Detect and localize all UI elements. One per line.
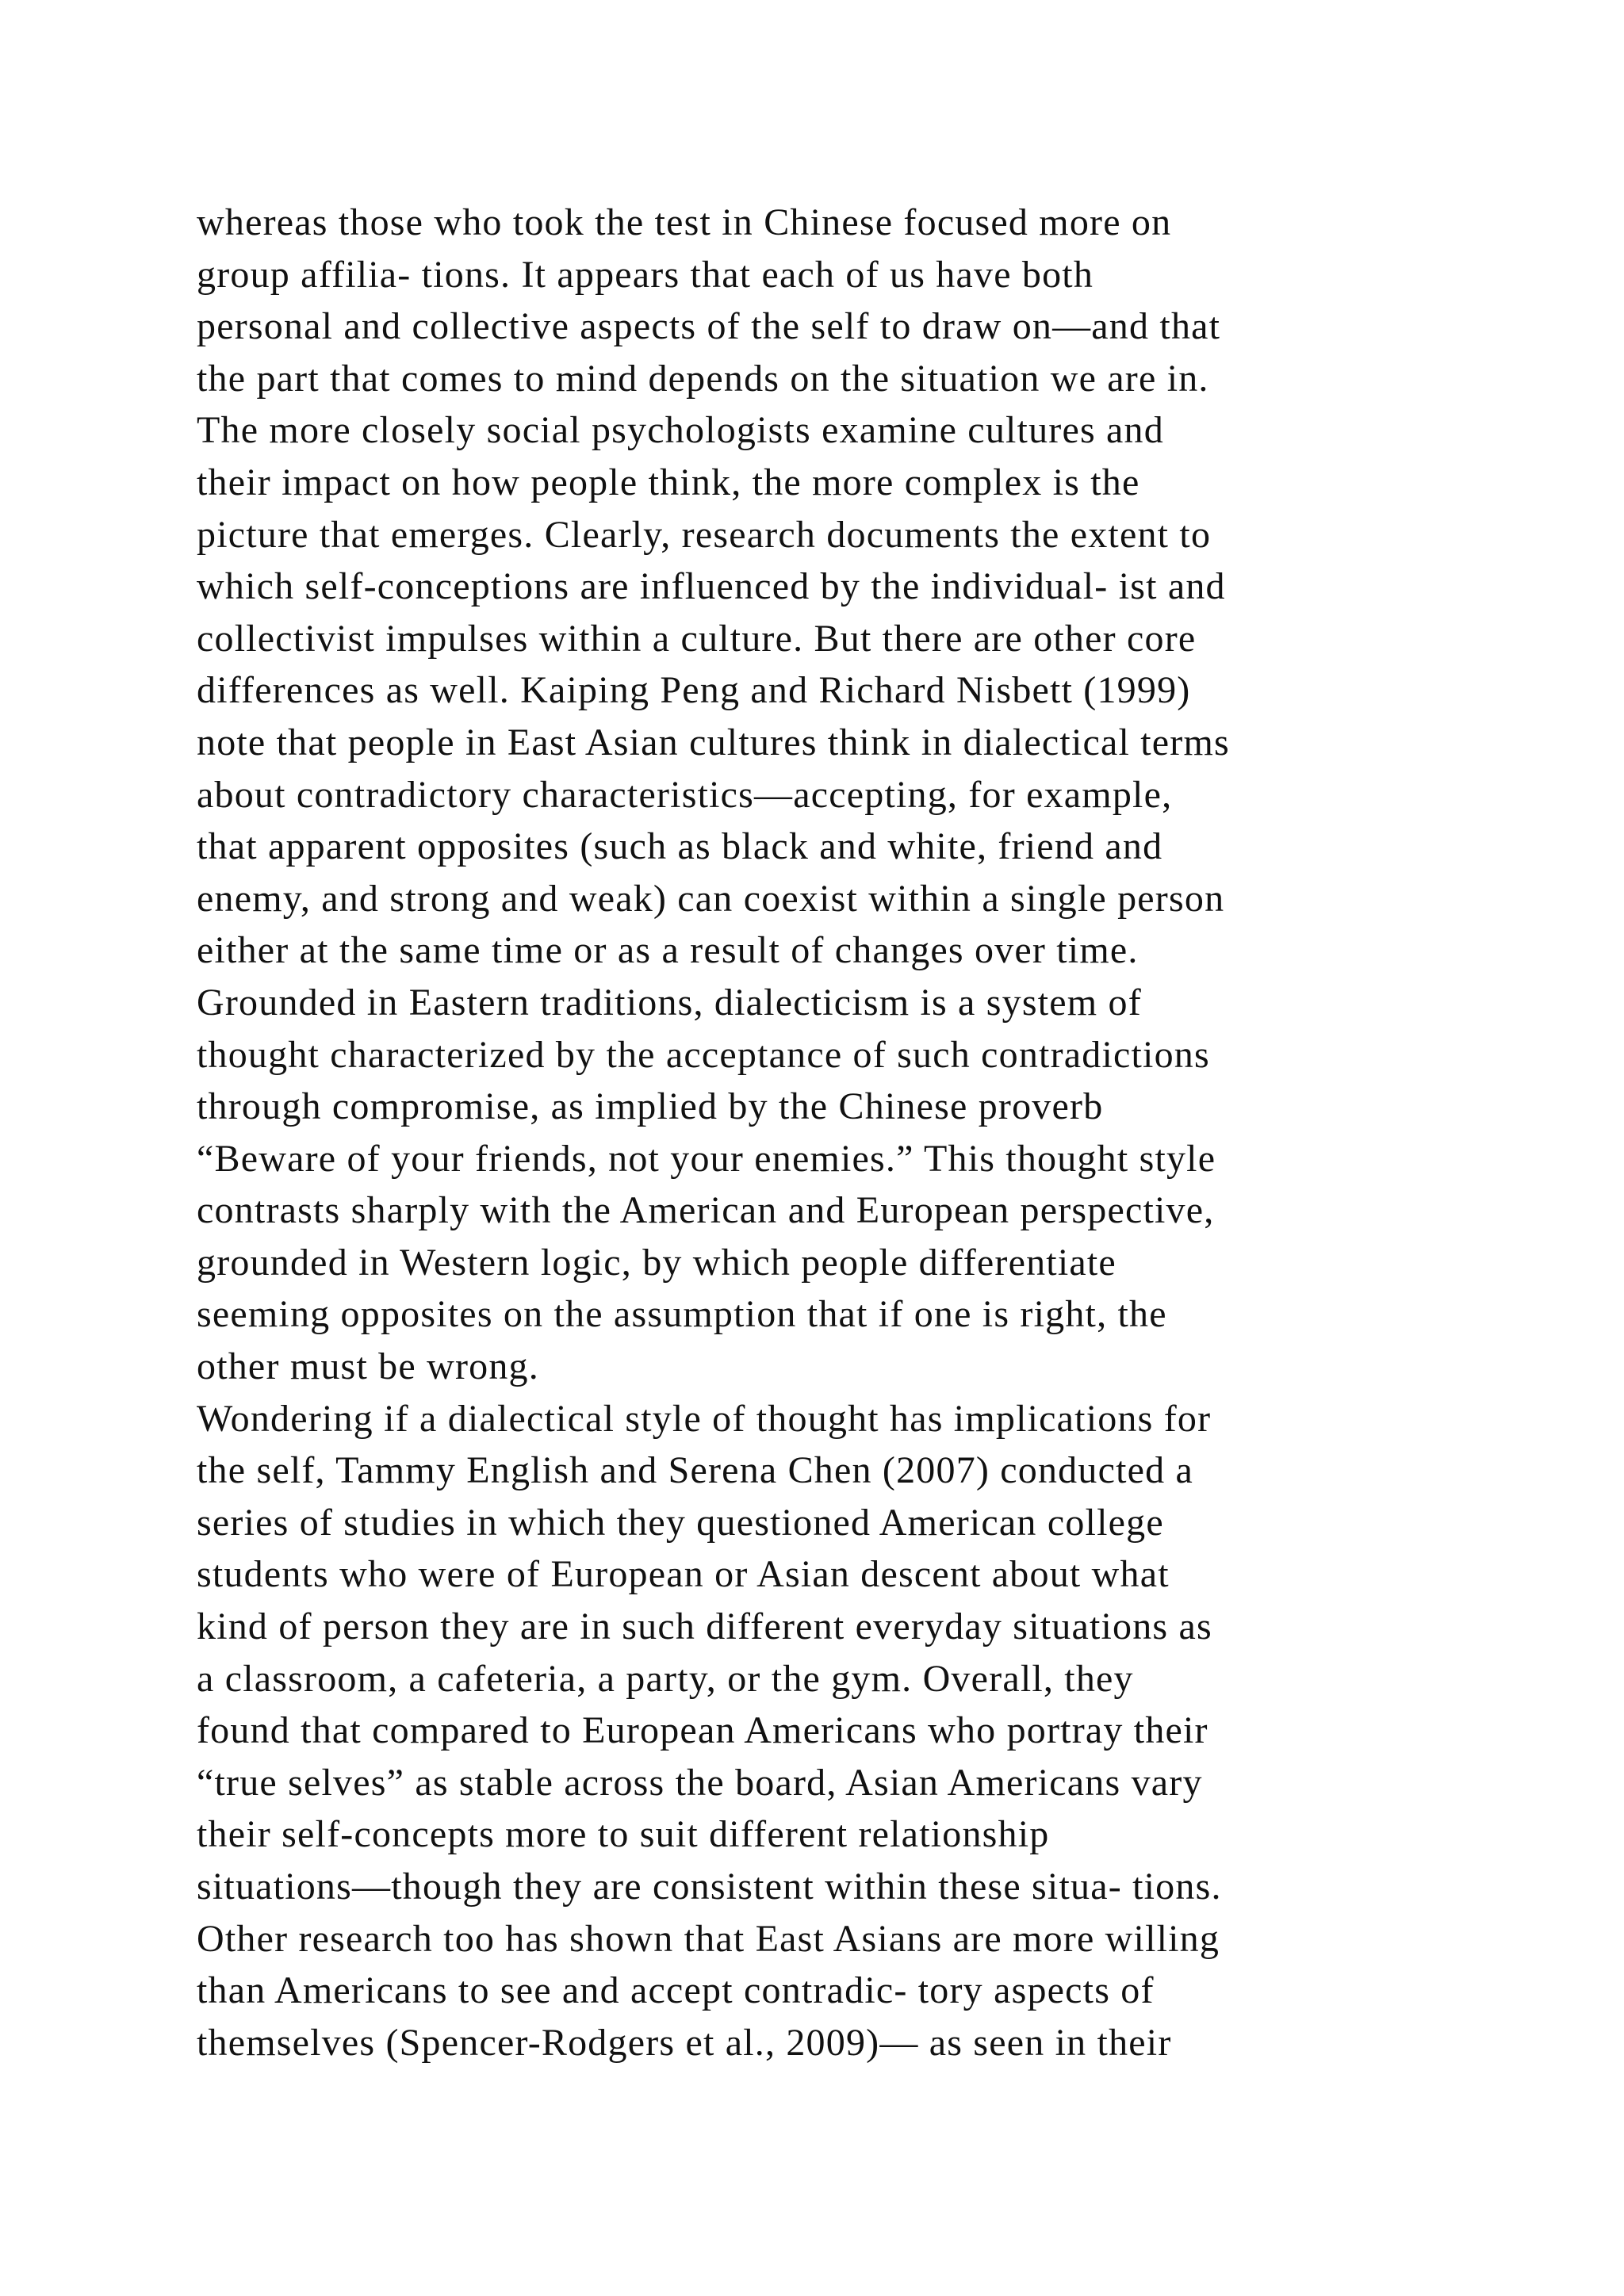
text-line: their self-concepts more to suit different relationship <box>197 1813 1050 1856</box>
text-line: which self-conceptions are influenced by the individual- ist and <box>197 565 1226 608</box>
text-line: the part that comes to mind depends on the situation we are in. <box>197 357 1209 400</box>
text-line: the self, Tammy English and Serena Chen (2007) conducted a <box>197 1449 1194 1492</box>
text-line: themselves (Spencer-Rodgers et al., 2009)— as seen in their <box>197 2021 1172 2064</box>
text-line: grounded in Western logic, by which people differentiate <box>197 1241 1116 1284</box>
text-line: that apparent opposites (such as black and white, friend and <box>197 825 1163 868</box>
text-line: group affilia- tions. It appears that each of us have both <box>197 253 1094 296</box>
text-line: collectivist impulses within a culture. But there are other core <box>197 617 1197 660</box>
text-line: differences as well. Kaiping Peng and Richard Nisbett (1999) <box>197 669 1191 712</box>
text-line: students who were of European or Asian descent about what <box>197 1553 1170 1596</box>
text-line: their impact on how people think, the more complex is the <box>197 461 1140 503</box>
text-line: Wondering if a dialectical style of thought has implications for <box>197 1397 1212 1440</box>
text-line: thought characterized by the acceptance of such contradictions <box>197 1033 1210 1076</box>
text-line: found that compared to European Americans who portray their <box>197 1709 1208 1752</box>
text-line: personal and collective aspects of the self to draw on—and that <box>197 305 1221 348</box>
text-line: picture that emerges. Clearly, research documents the extent to <box>197 513 1212 556</box>
text-line: than Americans to see and accept contradic- tory aspects of <box>197 1969 1155 2012</box>
text-line: a classroom, a cafeteria, a party, or the gym. Overall, they <box>197 1657 1134 1700</box>
text-line: enemy, and strong and weak) can coexist within a single person <box>197 877 1225 920</box>
text-line: either at the same time or as a result of changes over time. <box>197 929 1139 972</box>
text-line: Grounded in Eastern traditions, dialecticism is a system of <box>197 981 1142 1024</box>
text-line: whereas those who took the test in Chinese focused more on <box>197 201 1172 243</box>
text-line: seeming opposites on the assumption that if one is right, the <box>197 1293 1167 1336</box>
text-line: situations—though they are consistent within these situa- tions. <box>197 1866 1222 1908</box>
text-line: Other research too has shown that East Asians are more willing <box>197 1917 1220 1960</box>
text-line: kind of person they are in such different everyday situations as <box>197 1605 1212 1648</box>
text-line: “Beware of your friends, not your enemies.” This thought style <box>197 1137 1216 1180</box>
text-line: series of studies in which they questioned American college <box>197 1501 1164 1544</box>
body-text <box>197 197 1465 2068</box>
text-line: about contradictory characteristics—accepting, for example, <box>197 773 1173 816</box>
text-line: The more closely social psychologists examine cultures and <box>197 409 1164 452</box>
text-line: note that people in East Asian cultures think in dialectical terms <box>197 721 1230 763</box>
text-line: other must be wrong. <box>197 1345 539 1388</box>
text-line: through compromise, as implied by the Chinese proverb <box>197 1085 1104 1128</box>
text-line: “true selves” as stable across the board, Asian Americans vary <box>197 1761 1203 1804</box>
text-line: contrasts sharply with the American and European perspective, <box>197 1189 1215 1232</box>
